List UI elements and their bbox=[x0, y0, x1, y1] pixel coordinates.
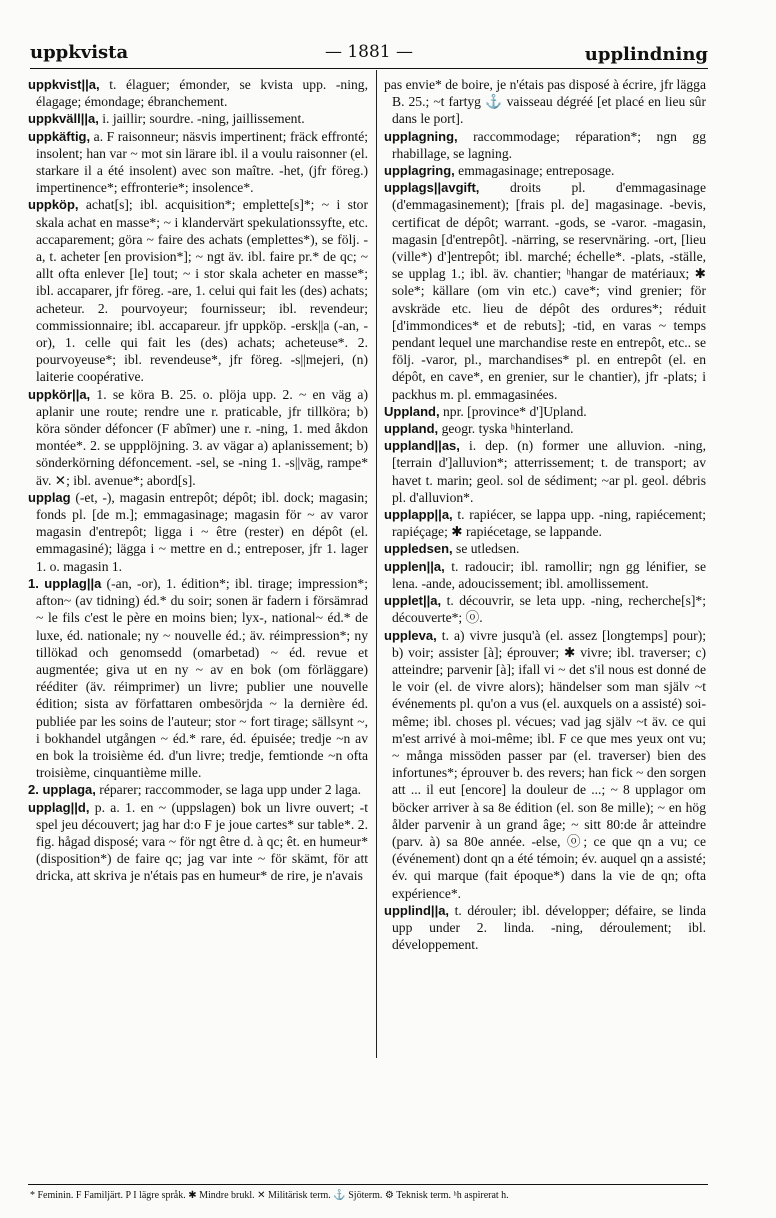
entry-text: pas envie* de boire, je n'étais pas disposé à écrire, jfr lägga B. 25.; ~t fartyg ⚓ vaisseau dégréé [et placé en lieu sûr dans le port]. bbox=[384, 77, 706, 127]
dictionary-entry bbox=[384, 540, 706, 557]
entry-text: geogr. tyska ʰhinterland. bbox=[438, 421, 574, 437]
entry-text: (-et, -), magasin entrepôt; dépôt; ibl. dock; magasin; fonds pl. [de m.]; emmagasinage; magasin för ~ av varor magasin d'entrepôt; ligga i ~ être (rester) en dépôt (el. emmagasiné); lägga i ~ mettre en d.; entreposer, jfr 1. lager 1. o. magasin 1. bbox=[36, 489, 368, 574]
entry-headword: uppkvist||a, bbox=[28, 77, 100, 92]
dictionary-entry bbox=[384, 179, 706, 403]
entry-text: t. dérouler; ibl. développer; défaire, se linda upp under 2. linda. -ning, déroulement; ibl. développement. bbox=[392, 902, 706, 953]
entry-headword: uppkäftig, bbox=[28, 128, 91, 144]
dictionary-entry bbox=[384, 76, 706, 128]
entry-text: i. jaillir; sourdre. -ning, jaillissement. bbox=[98, 111, 305, 127]
dictionary-entry bbox=[28, 76, 368, 110]
footer-legend: * Feminin. F Familjärt. P I lägre språk. ✱ Mindre brukl. ✕ Militärisk term. ⚓ Sjöterm. ⚙ Teknisk term. ʰh aspirerat h. bbox=[30, 1190, 509, 1201]
dictionary-entry bbox=[384, 506, 706, 540]
dictionary-entry bbox=[384, 902, 706, 954]
dictionary-entry bbox=[384, 403, 706, 420]
page-number: — 1881 — bbox=[324, 42, 414, 62]
entry-headword: upplagring, bbox=[384, 163, 455, 179]
entry-headword: 1. upplag||a bbox=[28, 575, 102, 591]
entry-headword: upplags||avgift, bbox=[384, 180, 480, 196]
entry-headword: uppköp, bbox=[28, 197, 79, 213]
entry-text: réparer; raccommoder, se laga upp under 2 laga. bbox=[95, 782, 362, 798]
entry-headword: Uppland, bbox=[384, 403, 440, 419]
entry-headword: upplet||a, bbox=[384, 593, 442, 609]
dictionary-entry bbox=[28, 110, 368, 127]
entry-text: achat[s]; ibl. acquisition*; emplette[s]*; ~ i stor skala achat en masse*; ~ i klandervärt spekulationssyfte, etc. accaparement; göra ~ faire des achats (emplettes*), se följ. -a, t. acheter [en provision*]; ~ ngt äv. ibl. faire pr.* de qc; ~ allt ofta enlever [le] tout; ~ i stor skala acheter en masse*; ibl. accaparer, jfr föreg. -are, 1. celui qui fait les (des) achats; acheteur. 2. pourvoyeur; fournisseur; ibl. revendeur; commissionnaire; ibl. accapareur. jfr uppköp. -ersk||a (-an, -or), 1. celle qui fait les (des) achats; acheteuse*. 2. pourvoyeuse*; ibl. revendeuse*, jfr föreg. -s||mejeri, (n) laiterie coopérative. bbox=[36, 197, 368, 385]
entry-text: emmagasinage; entreposage. bbox=[454, 163, 615, 179]
entry-headword: uppland, bbox=[384, 421, 439, 437]
header-last-word: upplindning bbox=[584, 44, 708, 65]
entry-headword: uppleva, bbox=[384, 627, 437, 643]
dictionary-entry bbox=[384, 558, 706, 592]
entry-text: (-an, -or), 1. édition*; ibl. tirage; impression*; afton~ (av tidning) éd.* du soir; sonen är fadern i försämrad ~ le fils c'est le père en moins bien; lyx-, national~ éd.* de luxe, éd. nationale; ny ~ nouvelle éd.; äv. réimpression*; ny tillökad och genomsedd (omarbetad) ~ éd. revue et augmentée; giva ut en ny ~ av en bok (om förläggare) rééditer (äv. réimprimer) un livre; publier une nouvelle édition; sista av författaren ombesörjda ~ la dernière éd. publiée par les soins de l'auteur; stor ~ fort tirage; sällsynt ~, i bokhandel utgången ~ éd.* rare, éd. épuisée; tredje ~n av en bok la troisième éd. d'un livre; tredje, femtionde ~n ofta troisième, cinquantième mille. bbox=[36, 575, 368, 781]
dictionary-entry bbox=[28, 196, 368, 385]
left-column bbox=[28, 76, 368, 1192]
right-column bbox=[384, 76, 706, 1192]
header-first-word: uppkvista bbox=[30, 42, 129, 63]
entry-text: t. découvrir, se leta upp. -ning, recherche[s]*; découverte*; ⓞ. bbox=[392, 593, 706, 626]
entry-text: t. élaguer; émonder, se kvista upp. -ning, élagage; émondage; ébranchement. bbox=[36, 77, 368, 110]
entry-text: 1. se köra B. 25. o. plöja upp. 2. ~ en väg a) aplanir une route; rendre une r. praticable, jfr tillköra; b) köra sönder défoncer (F abîmer) une r. -ning, 1. med åkdon montée*. 2. se uppplöjning. 3. av vägar a) aplanissement; b) sönderkörning défoncement. -sel, se -ning 1. -s||väg, rampe* äv. ✕; ibl. avenue*; abord[s]. bbox=[36, 386, 368, 488]
entry-text: droits pl. d'emmagasinage (d'emmagasinement); [frais pl. de] magasinage. -bevis, certificat de dépôt; warrant. -gods, se -varor. -magasin, magasin [d'entrepôt]. -närring, se reservnäring. -ort, [lieu (ville*) d']entrepôt; ibl. marché; échelle*. -plats, -ställe, se upplag 1.; ibl. äv. chantier; ʰhangar de matériaux; ✱ sole*; källare (om vin etc.) cave*; vind grenier; för avskräde etc. lieu de dépôt des ordures*; réduit [d'immondices* et de rebuts]; -tid, en varas ~ temps pendant lequel une marchandise reste en entrepôt, etc.. se följ. -varor, pl., marchandises* pl. en entrepôt (el. en dépôt, en cave*, en grenier, sur le chantier), jfr -plats; i packhus m. pl. emmagasinées. bbox=[392, 180, 706, 402]
entry-headword: upplagning, bbox=[384, 128, 458, 144]
entry-headword: upplag||d, bbox=[28, 799, 90, 815]
dictionary-entry bbox=[28, 386, 368, 489]
entry-headword: upplen||a, bbox=[384, 558, 445, 574]
entry-headword: uppkör||a, bbox=[28, 386, 91, 402]
dictionary-entry bbox=[384, 128, 706, 162]
entry-headword: 2. upplaga, bbox=[28, 782, 96, 798]
dictionary-entry bbox=[384, 162, 706, 179]
entry-headword: uppland||as, bbox=[384, 438, 460, 454]
entry-text: a. F raisonneur; näsvis impertinent; fräck effronté; insolent; han var ~ mot sin lärare ibl. il a voulu raisonner (el. starkare il a été insolent) avec son maître. -het, (jfr föreg.) impertinence*; effronterie*; insolence*. bbox=[36, 128, 368, 196]
entry-headword: uppledsen, bbox=[384, 541, 453, 557]
dictionary-entry bbox=[28, 128, 368, 197]
dictionary-entry bbox=[384, 592, 706, 626]
footer-rule bbox=[28, 1184, 708, 1185]
entry-headword: uppkväll||a, bbox=[28, 111, 99, 127]
dictionary-entry bbox=[384, 420, 706, 437]
entry-text: t. rapiécer, se lappa upp. -ning, rapiécement; rapiéçage; ✱ rapiécetage, se lappande. bbox=[392, 507, 706, 540]
entry-text: t. a) vivre jusqu'à (el. assez [longtemps] pour); b) voir; assister [à]; éprouver; ✱ vivre; ibl. traverser; c) atteindre; parvenir [à]; ifall vi ~ det s'il nous est donné de le voir (el. de vivre alors); händelser som man själv ~t événements pl. qu'on a vus (el. auxquels on a assisté) soi-même; ibl. choses pl. vécues; vad jag själv ~t äv. ce qui m'est arrivé à moi-même; ibl. F ce que mes yeux ont vu; ~ många missöden passer par (el. traverser) bien des infortunes*; éprouver b. des revers; han fick ~ den sorgen att ... il eut [encore] la douleur de ...; ~ 8 upplagor om böcker arriver à sa 8e édition (el. son 8e mille); ~ en hög ålder parvenir à un grand âge; ~ sitt 80:de år atteindre (parv. à) sa 80e année. -else, ⓞ; ce que qn a vu; ce (événement) dont qn a été témoin; év. auquel qn a assisté; év. qui marque (fait époque*) dans la vie de qn; ofta expérience*. bbox=[392, 627, 706, 901]
dictionary-entry bbox=[28, 781, 368, 798]
entry-headword: upplind||a, bbox=[384, 902, 450, 918]
entry-text: i. dep. (n) former une alluvion. -ning, [terrain d']alluvion*; atterrissement; t. de transport; av havet t. marin; geol. sol de sédiment; ~ar pl. geol. débris pl. d'alluvion*. bbox=[392, 438, 706, 505]
entry-headword: upplapp||a, bbox=[384, 507, 453, 523]
dictionary-entry bbox=[28, 799, 368, 885]
page-header bbox=[30, 38, 708, 68]
dictionary-entry bbox=[384, 437, 706, 506]
column-divider bbox=[376, 70, 377, 1058]
dictionary-entry bbox=[384, 627, 706, 902]
dictionary-entry bbox=[28, 575, 368, 781]
entry-text: npr. [province* d']Upland. bbox=[439, 403, 587, 419]
entry-text: p. a. 1. en ~ (uppslagen) bok un livre ouvert; -t spel jeu découvert; jag har d:o F je joue cartes* sur table*. 2. fig. hågad disposé; vara ~ för ngt être d. à qc; êt. en humeur* (disposition*) de faire qc; jag var inte ~ för skämt, för att dricka, att skriva je n'étais pas en humeur* de rire, je n'avais bbox=[36, 799, 368, 884]
dictionary-entry bbox=[28, 489, 368, 575]
entry-text: se utledsen. bbox=[452, 541, 520, 557]
entry-text: raccommodage; réparation*; ngn gg rhabillage, se lagning. bbox=[392, 128, 706, 161]
header-rule bbox=[30, 68, 708, 69]
entry-text: t. radoucir; ibl. ramollir; ngn gg lénifier, se lena. -ande, adoucissement; ibl. amollissement. bbox=[392, 558, 706, 591]
entry-headword: upplag bbox=[28, 489, 71, 505]
